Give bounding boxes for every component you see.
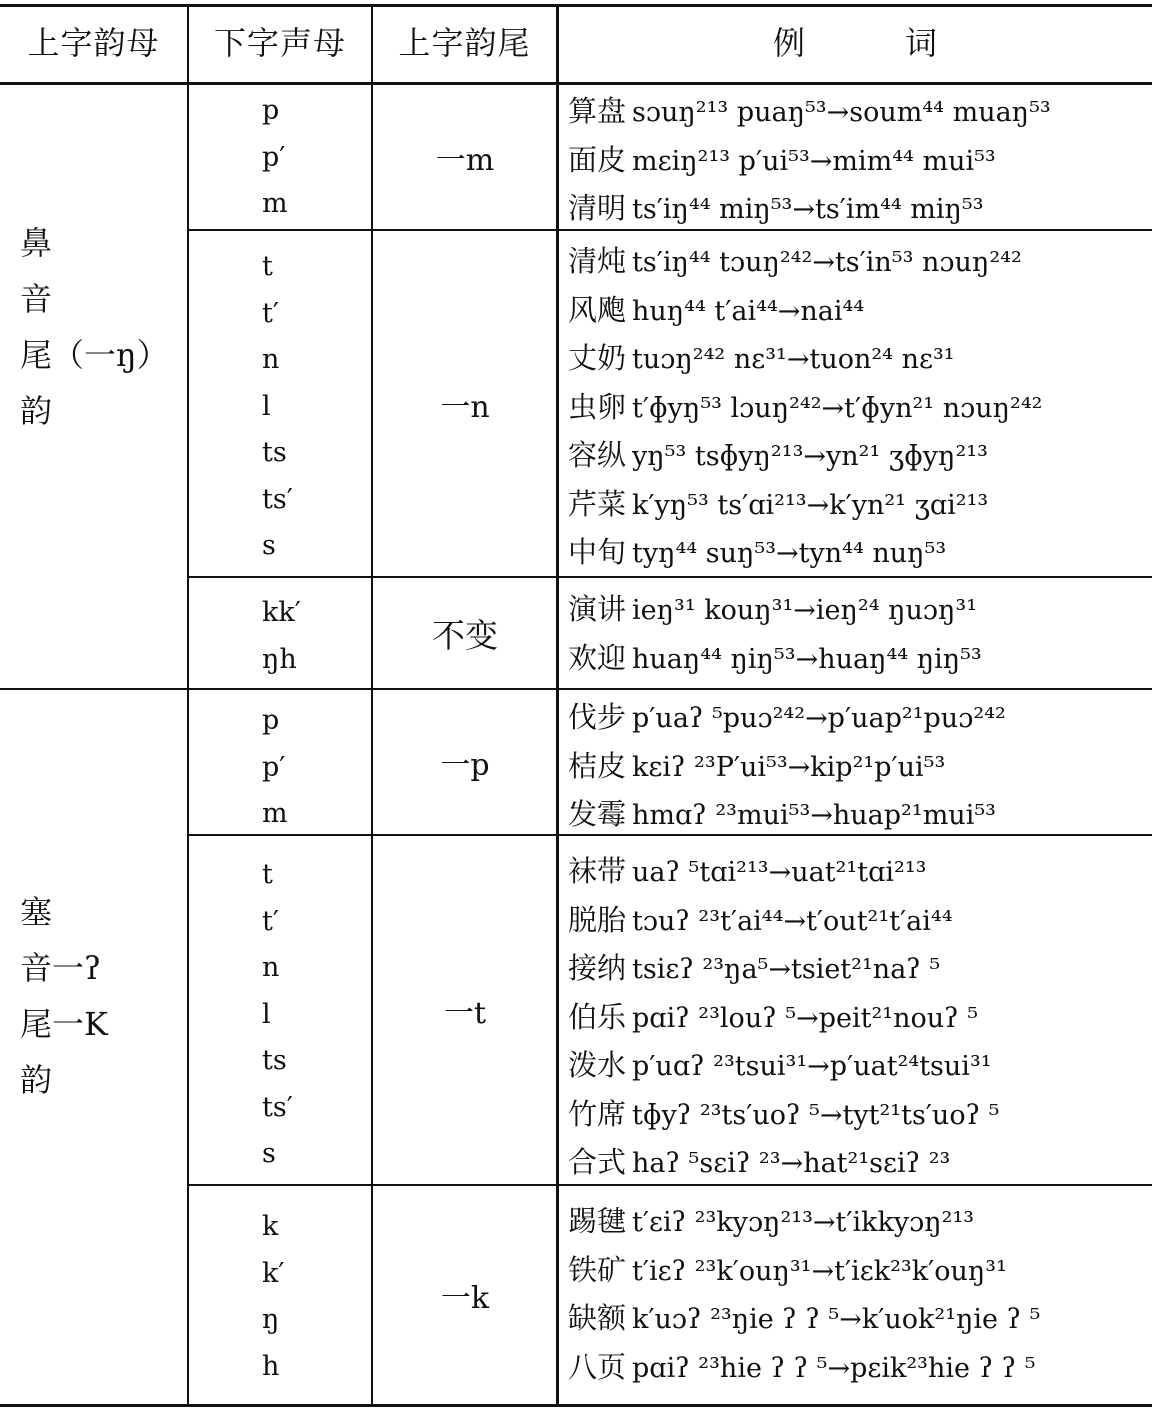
initials-cell (262, 1204, 362, 1390)
example-line (568, 848, 1148, 897)
example-chars: 桔皮 (568, 748, 627, 783)
example-line (568, 1247, 1148, 1296)
category-line: 尾（一ŋ） (20, 336, 169, 374)
example-ipa: kɛiʔ ²³P′ui⁵³→kip²¹p′ui⁵³ (632, 751, 946, 783)
initial: t′ (262, 905, 279, 937)
example-chars: 发霉 (568, 797, 627, 831)
column-rule (187, 4, 189, 1406)
category-line: 音 (20, 280, 53, 318)
final-cell: 一t (443, 996, 487, 1031)
example-line (568, 481, 1148, 530)
initial: s (262, 530, 276, 561)
example-line (568, 185, 1148, 234)
section-rule (0, 688, 1152, 690)
example-chars: 中旬 (568, 535, 627, 569)
table-bottom-rule (0, 1404, 1152, 1407)
example-line (568, 945, 1148, 994)
example-line (568, 88, 1148, 137)
initial: ŋ (262, 1304, 280, 1335)
example-ipa: huŋ⁴⁴ t′ai⁴⁴→nai⁴⁴ (632, 295, 865, 327)
example-ipa: mɛiŋ²¹³ p′ui⁵³→mim⁴⁴ mui⁵³ (632, 145, 996, 177)
example-ipa: tyŋ⁴⁴ suŋ⁵³→tyn⁴⁴ nuŋ⁵³ (632, 538, 947, 569)
example-line (568, 897, 1148, 946)
final-cell: 一p (440, 748, 490, 783)
initials-cell (262, 590, 362, 683)
example-ipa: haʔ ⁵sɛiʔ ²³→hat²¹sɛiʔ ²³ (632, 1148, 951, 1179)
example-chars: 缺额 (568, 1301, 627, 1335)
example-line (568, 432, 1148, 481)
example-line (568, 586, 1148, 635)
initials-cell (262, 698, 362, 838)
example-ipa: t′iɛʔ ²³k′ouŋ³¹→t′iɛk²³k′ouŋ³¹ (632, 1255, 1007, 1287)
initial: ts′ (262, 483, 293, 515)
example-chars: 踢毽 (568, 1204, 627, 1238)
initial: p′ (262, 751, 286, 783)
example-ipa: huaŋ⁴⁴ ŋiŋ⁵³→huaŋ⁴⁴ ŋiŋ⁵³ (632, 643, 982, 675)
header-lower-initial: 下字声母 (213, 24, 346, 62)
examples-cell (568, 848, 1148, 1188)
example-line (568, 238, 1148, 287)
examples-cell (568, 586, 1148, 683)
example-ipa: uaʔ ⁵tɑi²¹³→uat²¹tɑi²¹³ (632, 857, 927, 888)
category-stop-coda (20, 884, 180, 1108)
example-chars: 面皮 (568, 142, 627, 177)
example-chars: 算盘 (568, 94, 627, 128)
header-bottom-rule (0, 82, 1152, 85)
final-cell: 一m (435, 143, 495, 178)
example-line (568, 1042, 1148, 1091)
example-ipa: tɸyʔ ²³ts′uoʔ ⁵→tyt²¹ts′uoʔ ⁵ (632, 1099, 1000, 1131)
initials-cell (262, 852, 362, 1178)
initials-cell (262, 88, 362, 228)
examples-cell (568, 1198, 1148, 1392)
final-cell: 一n (440, 389, 490, 425)
category-nasal-coda (20, 215, 180, 439)
examples-cell (568, 88, 1148, 234)
example-ipa: sɔuŋ²¹³ puaŋ⁵³→soum⁴⁴ muaŋ⁵³ (632, 97, 1051, 128)
initial: m (262, 188, 288, 219)
example-ipa: tsiɛʔ ²³ŋa⁵→tsiet²¹naʔ ⁵ (632, 954, 941, 985)
example-line (568, 384, 1148, 433)
example-chars: 清炖 (568, 244, 627, 278)
example-chars: 伯乐 (568, 999, 627, 1034)
final-cell: 一k (440, 1281, 490, 1316)
example-line (568, 1139, 1148, 1188)
example-line (568, 994, 1148, 1043)
example-chars: 清明 (568, 191, 627, 225)
example-chars: 芹菜 (568, 486, 627, 521)
example-ipa: k′uɔʔ ²³ŋie ʔ ʔ ⁵→k′uok²¹ŋie ʔ ⁵ (632, 1304, 1041, 1335)
example-line (568, 1198, 1148, 1247)
example-line (568, 694, 1148, 743)
example-ipa: yŋ⁵³ tsɸyŋ²¹³→yn²¹ ʒɸyŋ²¹³ (632, 441, 988, 472)
example-chars: 伐步 (568, 700, 627, 734)
example-ipa: ts′iŋ⁴⁴ tɔuŋ²⁴²→ts′in⁵³ nɔuŋ²⁴² (632, 247, 1022, 278)
example-ipa: tuɔŋ²⁴² nɛ³¹→tuon²⁴ nɛ³¹ (632, 344, 955, 375)
initial: t (262, 859, 273, 890)
header-examples: 例 词 (772, 24, 938, 62)
initial: ts′ (262, 1091, 293, 1123)
example-ipa: pɑiʔ ²³hie ʔ ʔ ⁵→pɛik²³hie ʔ ʔ ⁵ (632, 1352, 1036, 1384)
initial: t′ (262, 297, 279, 329)
initial: ts (262, 437, 287, 468)
header-upper-coda: 上字韵尾 (398, 24, 531, 62)
initial: l (262, 998, 271, 1030)
example-chars: 风飑 (568, 292, 627, 327)
example-chars: 脱胎 (568, 902, 627, 937)
examples-cell (568, 694, 1148, 840)
example-ipa: p′uɑʔ ²³tsui³¹→p′uat²⁴tsui³¹ (632, 1051, 992, 1082)
example-chars: 八页 (568, 1349, 627, 1384)
examples-cell (568, 238, 1148, 578)
initial: n (262, 952, 280, 983)
example-line (568, 791, 1148, 840)
initial: p (262, 95, 280, 126)
example-chars: 泼水 (568, 1048, 627, 1082)
example-ipa: k′yŋ⁵³ ts′ɑi²¹³→k′yn²¹ ʒɑi²¹³ (632, 489, 989, 521)
example-chars: 丈奶 (568, 341, 627, 375)
example-line (568, 1091, 1148, 1140)
example-line (568, 335, 1148, 384)
initial: h (262, 1350, 280, 1382)
example-line (568, 1295, 1148, 1344)
example-ipa: pɑiʔ ²³louʔ ⁵→peit²¹nouʔ ⁵ (632, 1002, 979, 1034)
initial: kk′ (262, 597, 301, 628)
initials-cell (262, 244, 362, 570)
example-line (568, 529, 1148, 578)
example-ipa: p′uaʔ ⁵puɔ²⁴²→p′uap²¹puɔ²⁴² (632, 703, 1006, 734)
initial: p′ (262, 141, 286, 173)
initial: n (262, 344, 280, 375)
example-ipa: t′ɛiʔ ²³kyɔŋ²¹³→t′ikkyɔŋ²¹³ (632, 1207, 975, 1238)
example-chars: 欢迎 (568, 640, 627, 675)
initial: p (262, 705, 280, 736)
example-ipa: hmɑʔ ²³mui⁵³→huap²¹mui⁵³ (632, 800, 996, 831)
category-line: 音一ʔ (20, 949, 102, 987)
example-line (568, 743, 1148, 792)
example-chars: 袜带 (568, 854, 627, 888)
example-line (568, 1344, 1148, 1393)
example-chars: 铁矿 (568, 1252, 627, 1287)
initial: k′ (262, 1257, 285, 1289)
category-line: 鼻 (20, 224, 53, 262)
example-chars: 演讲 (568, 592, 627, 626)
example-line (568, 137, 1148, 186)
initial: m (262, 798, 288, 829)
initial: ts (262, 1045, 287, 1076)
category-line: 韵 (20, 1061, 53, 1099)
example-line (568, 287, 1148, 336)
example-ipa: tɔuʔ ²³t′ai⁴⁴→t′out²¹t′ai⁴⁴ (632, 905, 953, 937)
initial: s (262, 1138, 276, 1169)
example-ipa: ieŋ³¹ kouŋ³¹→ieŋ²⁴ ŋuɔŋ³¹ (632, 595, 978, 626)
example-chars: 接纳 (568, 951, 627, 985)
initial: k (262, 1211, 279, 1242)
category-line: 韵 (20, 392, 53, 430)
example-chars: 容纵 (568, 438, 627, 472)
example-chars: 合式 (568, 1145, 627, 1179)
example-chars: 虫卵 (568, 389, 627, 424)
initial: l (262, 390, 271, 422)
initial: ŋh (262, 643, 297, 675)
example-ipa: ts′iŋ⁴⁴ miŋ⁵³→ts′im⁴⁴ miŋ⁵³ (632, 194, 984, 225)
category-line: 尾一K (20, 1005, 108, 1043)
example-ipa: t′ɸyŋ⁵³ lɔuŋ²⁴²→t′ɸyn²¹ nɔuŋ²⁴² (632, 392, 1043, 424)
initial: t (262, 251, 273, 282)
header-upper-rhyme: 上字韵母 (27, 24, 160, 62)
final-cell: 不变 (432, 615, 498, 655)
category-line: 塞 (20, 893, 53, 931)
example-line (568, 635, 1148, 684)
example-chars: 竹席 (568, 1096, 627, 1131)
